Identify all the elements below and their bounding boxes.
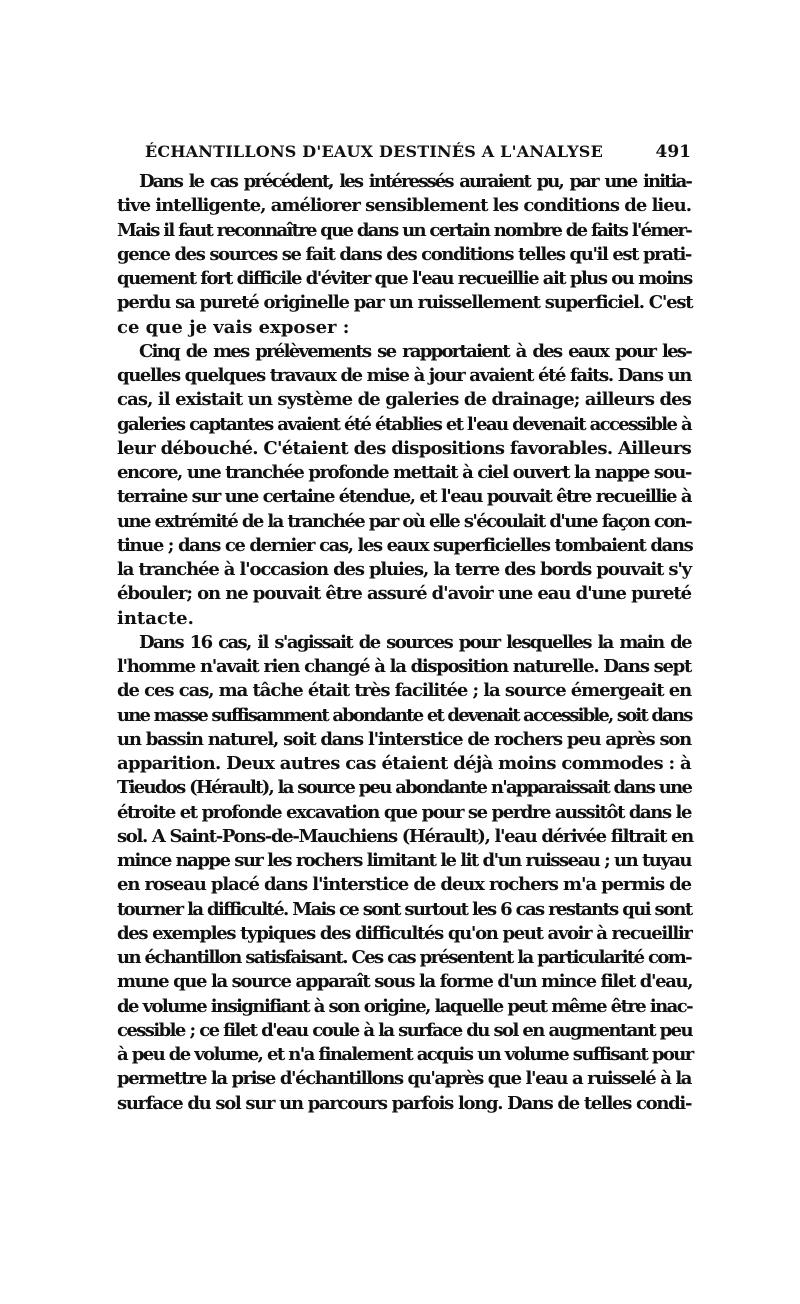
text-line: perdu sa pureté originelle par un ruissellement superficiel. C'est — [117, 292, 693, 314]
text-line: étroite et profonde excavation que pour se perdre aussitôt dans le — [117, 801, 691, 823]
text-line: de ces cas, ma tâche était très facilitée ; la source émergeait en — [117, 680, 692, 702]
text-line: un bassin naturel, soit dans l'interstice de rochers peu après son — [117, 728, 691, 750]
text-line: leur débouché. C'étaient des dispositions favorables. Ailleurs — [117, 437, 691, 459]
text-line: des exemples typiques des difficultés qu'on peut avoir à recueillir — [117, 922, 692, 944]
text-line: mince nappe sur les rochers limitant le lit d'un ruisseau ; un tuyau — [117, 850, 691, 871]
text-line: Tieudos (Hérault), la source peu abondante n'apparaissait dans une — [117, 777, 692, 799]
text-line: galeries captantes avaient été établies et l'eau devenait accessible à — [117, 413, 691, 435]
text-line: ébouler; on ne pouvait être assuré d'avoir une eau d'une pureté — [117, 583, 691, 605]
paragraph — [117, 631, 691, 1116]
text-line: surface du sol sur un parcours parfois long. Dans de telles condi- — [117, 1092, 692, 1114]
text-line: cessible ; ce filet d'eau coule à la surface du sol en augmentant peu — [117, 1019, 693, 1041]
running-title: ÉCHANTILLONS D'EAUX DESTINÉS A L'ANALYSE — [145, 142, 603, 161]
text-line: ce que je vais exposer : — [117, 316, 350, 338]
text-line: gence des sources se fait dans des conditions telles qu'il est prati- — [117, 243, 691, 265]
text-line: permettre la prise d'échantillons qu'après que l'eau a ruisselé à la — [117, 1068, 692, 1090]
text-line: Dans 16 cas, il s'agissait de sources pour lesquelles la main de — [139, 631, 691, 653]
text-line: encore, une tranchée profonde mettait à ciel ouvert la nappe sou- — [117, 462, 691, 483]
text-line: Dans le cas précédent, les intéressés auraient pu, par une initia- — [139, 171, 691, 192]
text-line: mune que la source apparaît sous la forme d'un mince filet d'eau, — [117, 971, 693, 993]
running-head — [117, 140, 691, 164]
text-line: en roseau placé dans l'interstice de deux rochers m'a permis de — [117, 874, 691, 896]
text-line: tive intelligente, améliorer sensiblement les conditions de lieu. — [117, 195, 691, 217]
text-line: un échantillon satisfaisant. Ces cas présentent la particularité com- — [117, 947, 691, 968]
paragraph — [117, 170, 691, 340]
text-line: sol. A Saint-Pons-de-Mauchiens (Hérault), l'eau dérivée filtrait en — [117, 825, 693, 847]
text-line: cas, il existait un système de galeries de drainage; ailleurs des — [117, 389, 691, 411]
text-line: intacte. — [117, 607, 194, 629]
paragraph — [117, 340, 691, 631]
text-line: apparition. Deux autres cas étaient déjà moins commodes : à — [117, 753, 691, 774]
text-line: tinue ; dans ce dernier cas, les eaux superficielles tombaient dans — [117, 534, 693, 556]
text-line: quement fort difficile d'éviter que l'eau recueillie ait plus ou moins — [117, 268, 692, 289]
text-line: quelles quelques travaux de mise à jour avaient été faits. Dans un — [117, 365, 691, 386]
text-line: à peu de volume, et n'a finalement acquis un volume suffisant pour — [117, 1044, 693, 1065]
text-line: l'homme n'avait rien changé à la disposition naturelle. Dans sept — [117, 656, 691, 677]
text-line: Mais il faut reconnaître que dans un certain nombre de faits l'émer- — [117, 219, 692, 241]
text-line: une masse suffisamment abondante et devenait accessible, soit dans — [117, 704, 692, 726]
body-text — [117, 170, 691, 1116]
text-line: terraine sur une certaine étendue, et l'eau pouvait être recueillie à — [117, 486, 691, 508]
text-line: de volume insignifiant à son origine, laquelle peut même être inac- — [117, 995, 693, 1017]
text-line: la tranchée à l'occasion des pluies, la terre des bords pouvait s'y — [117, 559, 691, 580]
text-line: tourner la difficulté. Mais ce sont surtout les 6 cas restants qui sont — [117, 898, 692, 920]
text-line: une extrémité de la tranchée par où elle s'écoulait d'une façon con- — [117, 510, 691, 532]
page-number: 491 — [655, 142, 691, 162]
text-line: Cinq de mes prélèvements se rapportaient à des eaux pour les- — [139, 340, 691, 362]
